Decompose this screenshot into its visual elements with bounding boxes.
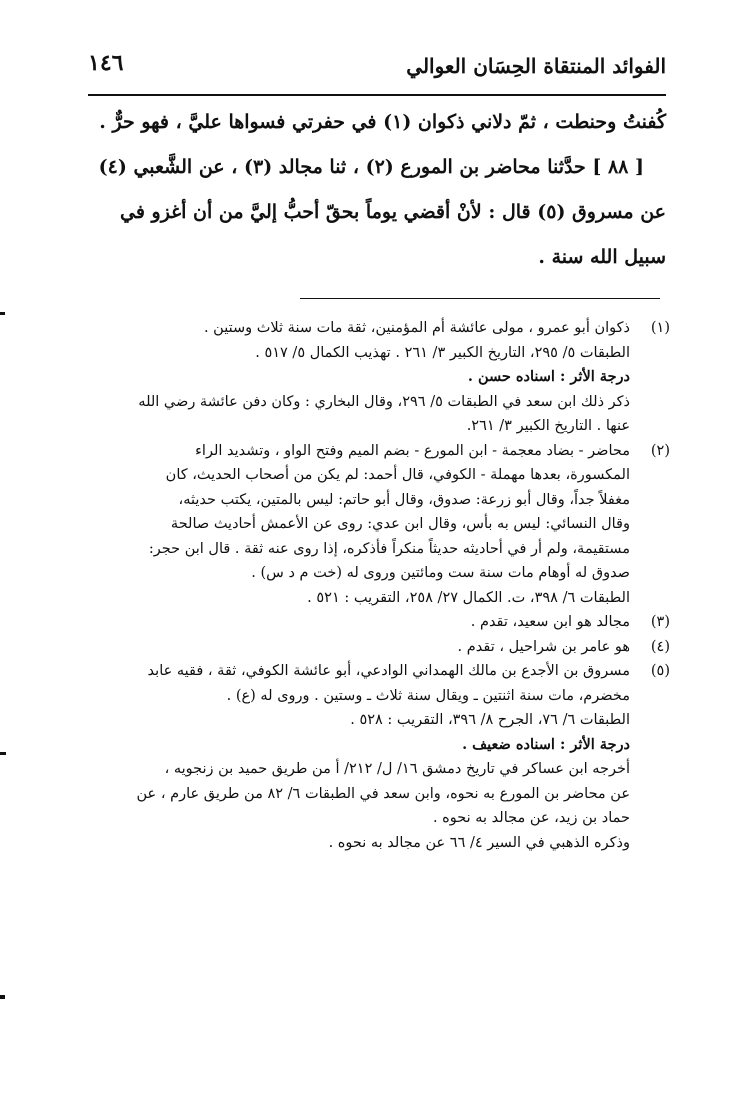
- scan-mark: [0, 995, 5, 999]
- footnote-line: الطبقات ٦/ ٣٩٨، ت. الكمال ٢٧/ ٢٥٨، التقريب : ٥٢١ .: [307, 589, 630, 606]
- page-number: ١٤٦: [88, 50, 124, 76]
- footnote-number: (٤): [650, 638, 670, 655]
- text-line: عن مسروق (٥) قال : لأنْ أقضي يوماً بحقّ أحبُّ إليَّ من أن أغزو في: [119, 201, 666, 223]
- page-header: [88, 48, 666, 96]
- footnote-line: مغفلاً جداً، وقال أبو زرعة: صدوق، وقال أبو حاتم: ليس بالمتين، يكتب حديثه،: [178, 491, 630, 508]
- footnote-number: (٥): [650, 663, 670, 679]
- footnote-line: عنها . التاريخ الكبير ٣/ ٢٦١.: [466, 418, 630, 434]
- scan-mark: [0, 312, 5, 315]
- running-title: الفوائد المنتقاة الحِسَان العوالي: [406, 54, 666, 78]
- footnote-line: محاضر - بضاد معجمة - ابن المورع - بضم الميم وفتح الواو ، وتشديد الراء: [195, 442, 630, 459]
- footnote-line: مجالد هو ابن سعيد، تقدم .: [470, 614, 630, 630]
- scan-mark: [0, 752, 6, 755]
- footnote-line: عن محاضر بن المورع به نحوه، وابن سعد في الطبقات ٦/ ٨٢ من طريق عارم ، عن: [136, 785, 630, 802]
- footnote-1: [88, 316, 670, 390]
- footnote-line: وقال النسائي: ليس به بأس، وقال ابن عدي: روى عن الأعمش أحاديث صالحة: [170, 516, 630, 532]
- footnote-number: (١): [650, 320, 670, 336]
- grade-label: درجة الأثر :: [560, 368, 630, 385]
- grade-line: [88, 733, 630, 758]
- footnote-number: (٣): [650, 614, 670, 630]
- footnote-line: ذكر ذلك ابن سعد في الطبقات ٥/ ٢٩٦، وقال البخاري : وكان دفن عائشة رضي الله: [138, 393, 630, 410]
- footnote-line: مخضرم، مات سنة اثنتين ـ ويقال سنة ثلاث ـ وستين . وروى له (ع) .: [226, 687, 630, 704]
- footnote-line: هو عامر بن شراحيل ، تقدم .: [457, 638, 630, 655]
- footnote-5: [88, 659, 670, 757]
- text-line: كُفنتُ وحنطت ، ثمّ دلاني ذكوان (١) في حفرتي فسواها عليَّ ، فهو حرٌّ .: [99, 111, 666, 133]
- grade-value: اسناده حسن .: [467, 368, 555, 385]
- footnote-line: المكسورة، بعدها مهملة - الكوفي، قال أحمد: لم يكن من أصحاب الحديث، كان: [165, 467, 630, 483]
- footnote-line: حماد بن زيد، عن مجالد به نحوه .: [432, 810, 630, 826]
- footnote-line: مستقيمة، ولم أر في أحاديثه حديثاً منكراً فأذكره، إذا روى عنه ثقة . قال ابن حجر:: [148, 540, 630, 557]
- footnote-line: الطبقات ٥/ ٢٩٥، التاريخ الكبير ٣/ ٢٦١ . تهذيب الكمال ٥/ ٥١٧ .: [255, 344, 630, 361]
- grade-value: اسناده ضعيف .: [462, 735, 555, 753]
- text-line: سبيل الله سنة .: [538, 246, 666, 268]
- grade-line: [88, 365, 630, 390]
- footnote-number: (٢): [650, 442, 670, 459]
- footnote-line: وذكره الذهبي في السير ٤/ ٦٦ عن مجالد به نحوه .: [328, 834, 630, 851]
- footnote-line: الطبقات ٦/ ٧٦، الجرح ٨/ ٣٩٦، التقريب : ٥٢٨ .: [350, 712, 630, 728]
- footnote-line: ذكوان أبو عمرو ، مولى عائشة أم المؤمنين، ثقة مات سنة ثلاث وستين .: [203, 320, 630, 336]
- footnotes: [88, 316, 670, 855]
- footnote-4: [88, 635, 670, 660]
- footnote-separator: [300, 298, 660, 299]
- main-text: [88, 100, 666, 280]
- footnote-3: [88, 610, 670, 635]
- footnote-2: [88, 439, 670, 611]
- grade-label: درجة الأثر :: [560, 735, 630, 753]
- footnote-line: أخرجه ابن عساكر في تاريخ دمشق ١٦/ ل/ ٢١٢/ أ من طريق حميد بن زنجويه ،: [164, 761, 630, 777]
- text-line: [ ٨٨ ] حدَّثنا محاضر بن المورع (٢) ، ثنا مجالد (٣) ، عن الشَّعبي (٤): [98, 156, 644, 178]
- footnote-line: صدوق له أوهام مات سنة ست ومائتين وروى له (خت م د س) .: [251, 565, 630, 581]
- footnote-line: مسروق بن الأجدع بن مالك الهمداني الوادعي، أبو عائشة الكوفي، ثقة ، فقيه عابد: [147, 663, 630, 679]
